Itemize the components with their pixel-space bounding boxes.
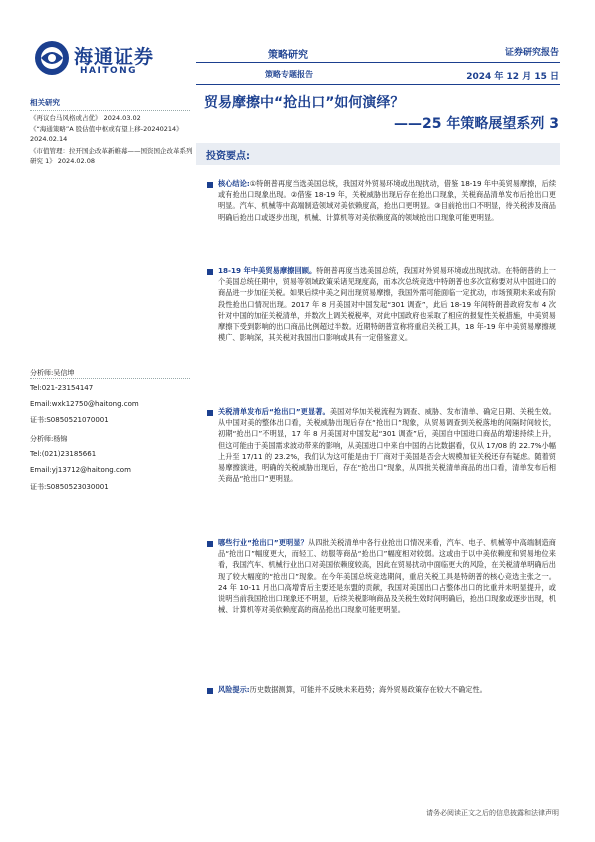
report-category: 策略研究 <box>268 50 308 61</box>
paragraph-risk <box>218 684 556 695</box>
paragraph-lead: 风险提示: <box>218 685 250 694</box>
related-item-title: 《市值管理：拉开国企改革新帷幕——国资国企改革系列研究 1》 <box>30 147 193 165</box>
related-item[interactable] <box>30 124 195 144</box>
paragraph-tariff-list <box>218 406 556 484</box>
analyst-email[interactable]: Email:wxk12750@haitong.com <box>30 400 139 408</box>
bullet-icon <box>207 269 213 275</box>
analyst-tel: Tel:(021)23185661 <box>30 450 97 458</box>
paragraph-body: 美国对华加关税流程为调查、威胁、发布清单、确定日期、关税生效。从中国对美的整体出口看，关税威胁出现后存在“抢出口”现象，从贸易调查到关税落地的间隔时间较长，初期“抢出口”不明显，17 年 8 月美国对中国发起“301 调查”后，美国自中国进口商品的增速持续上升，但这可能由于美国需求波动带来的影响，从美国进口中来自中国的占比数据看，仅从 17/08 的 22.7%小幅上升至 17/11 的 23.2%，我们认为这可能是由于厂商对于美国是否会大规模加征关税还存有疑虑。随着贸易摩擦演进，明确的关税威胁出现后，存在“抢出口”现象，从四批关税清单商品的出口看，清单发布后相关商品“抢出口”更明显。 <box>218 407 556 484</box>
bullet-icon <box>207 410 213 416</box>
report-series: ——25 年策略展望系列 3 <box>394 116 559 132</box>
header-divider-bottom <box>196 84 560 85</box>
report-subcategory: 策略专题报告 <box>265 70 313 79</box>
bullet-icon <box>207 688 213 694</box>
paragraph-body: 历史数据测算，可能并不反映未来趋势；海外贸易政策存在较大不确定性。 <box>249 685 487 694</box>
footer-disclaimer: 请务必阅读正文之后的信息披露和法律声明 <box>426 809 559 817</box>
paragraph-lead: 核心结论: <box>218 179 250 188</box>
report-title: 贸易摩擦中“抢出口”如何演绎？ <box>204 95 405 111</box>
analyst-email[interactable]: Email:yj13712@haitong.com <box>30 466 131 474</box>
header-divider <box>196 62 560 63</box>
paragraph-body: 特朗普再度当选美国总统，我国对外贸易环境或出现扰动。在特朗普的上一个美国总统任期中，贸易等领域政策采诸见现度高，而本次总统竞选中特朗普也多次宣称要对从中国进口的商品进一步加征关税。如果后续中美之间出现贸易摩擦，我国外需可能面临一定扰动，市场预期未来或有阶段性抢出口情况出现。2017 年 8 月美国对中国发起“301 调查”，此后 18-19 年间特朗普政府发布 4 次针对中国的加征关税清单，并数次上调关税税率，对此中国政府也采取了相应的报复性关税措施，中美贸易摩擦下受到影响的出口商品比例超过半数。近期特朗普宣称将重启关税工具，18 年-19 年中美贸易摩擦规模广、影响深，其关税对我国出口影响或具有一定借鉴意义。 <box>218 266 556 343</box>
report-date: 2024 年 12 月 15 日 <box>466 72 559 82</box>
company-logo <box>34 38 184 84</box>
report-type: 证券研究报告 <box>504 48 559 58</box>
related-item-title: 《“海通策略”A 股估值中枢或有望上移-20240214》 <box>30 125 183 133</box>
related-research-heading: 相关研究 <box>30 98 60 107</box>
paragraph-body: ①特朗普再度当选美国总统，我国对外贸易环境或出现扰动，借鉴 18-19 年中美贸易摩擦，后续或有抢出口现象出现。②借鉴 18-19 年，关税威胁出现后存在抢出口现象，关税商品清单发布后抢出口更明显。汽车、机械等中高端制造领域对美依赖度高，抢出口更明显。③目前抢出口不明显，待关税涉及商品明确后抢出口或逐步出现，机械、计算机等对美依赖度高的领域抢出口现象可能更明显。 <box>218 179 557 222</box>
sidebar-divider <box>30 378 190 379</box>
related-item-date: 2024.03.02 <box>103 114 141 122</box>
bullet-icon <box>207 182 213 188</box>
related-item[interactable] <box>30 113 195 123</box>
analyst-cert: 证书:S0850521070001 <box>30 416 109 424</box>
related-item[interactable] <box>30 146 195 166</box>
analyst-name: 分析师:吴信坤 <box>30 369 75 377</box>
sidebar-divider <box>30 110 190 111</box>
related-item-title: 《再议台马风格或占优》 <box>30 114 102 122</box>
related-item-date: 2024.02.08 <box>57 157 95 165</box>
logo-text-en: HAITONG <box>80 66 138 76</box>
paragraph-lead: 哪些行业“抢出口”更明显？ <box>218 538 308 547</box>
section-header-bar <box>196 143 560 165</box>
logo-emblem-icon <box>34 40 70 76</box>
paragraph-lead: 关税清单发布后“抢出口”更显著。 <box>218 407 330 416</box>
section-title: 投资要点: <box>206 151 250 162</box>
paragraph-body: 从四批关税清单中各行业抢出口情况来看，汽车、电子、机械等中高端制造商品“抢出口”幅度更大，而轻工、纺服等商品“抢出口”幅度相对较弱。这或由于以中美依赖度和贸易地位来看，我国汽车、机械行业出口对美国依赖度较高，因此在贸易扰动中面临更大的风险，在关税清单明确后出现了较大幅度的“抢出口”现象。在今年美国总统竞选期间，重启关税工具是特朗普的核心竞选主张之一。24 年 10-11 月出口高增背后主要还是东盟的贡献，我国对美国出口占整体出口的比重并未明显提升，或说明当前我国抢出口现象还不明显，后续关税影响商品及关税生效时间明确后，抢出口现象或逐步出现，机械、计算机等对美依赖度高的商品抢出口现象可能更明显。 <box>218 538 556 615</box>
analyst-tel: Tel:021-23154147 <box>30 384 94 392</box>
logo-text-cn: 海通证券 <box>74 46 155 68</box>
paragraph-lead: 18-19 年中美贸易摩擦回顾。 <box>218 266 317 275</box>
analyst-cert: 证书:S0850523030001 <box>30 483 109 491</box>
analyst-name: 分析师:杨锦 <box>30 435 68 443</box>
bullet-icon <box>207 541 213 547</box>
related-item-date: 2024.02.14 <box>30 135 68 143</box>
paragraph-trade-review <box>218 265 556 343</box>
paragraph-core-conclusion <box>218 178 556 223</box>
paragraph-industries <box>218 537 556 615</box>
